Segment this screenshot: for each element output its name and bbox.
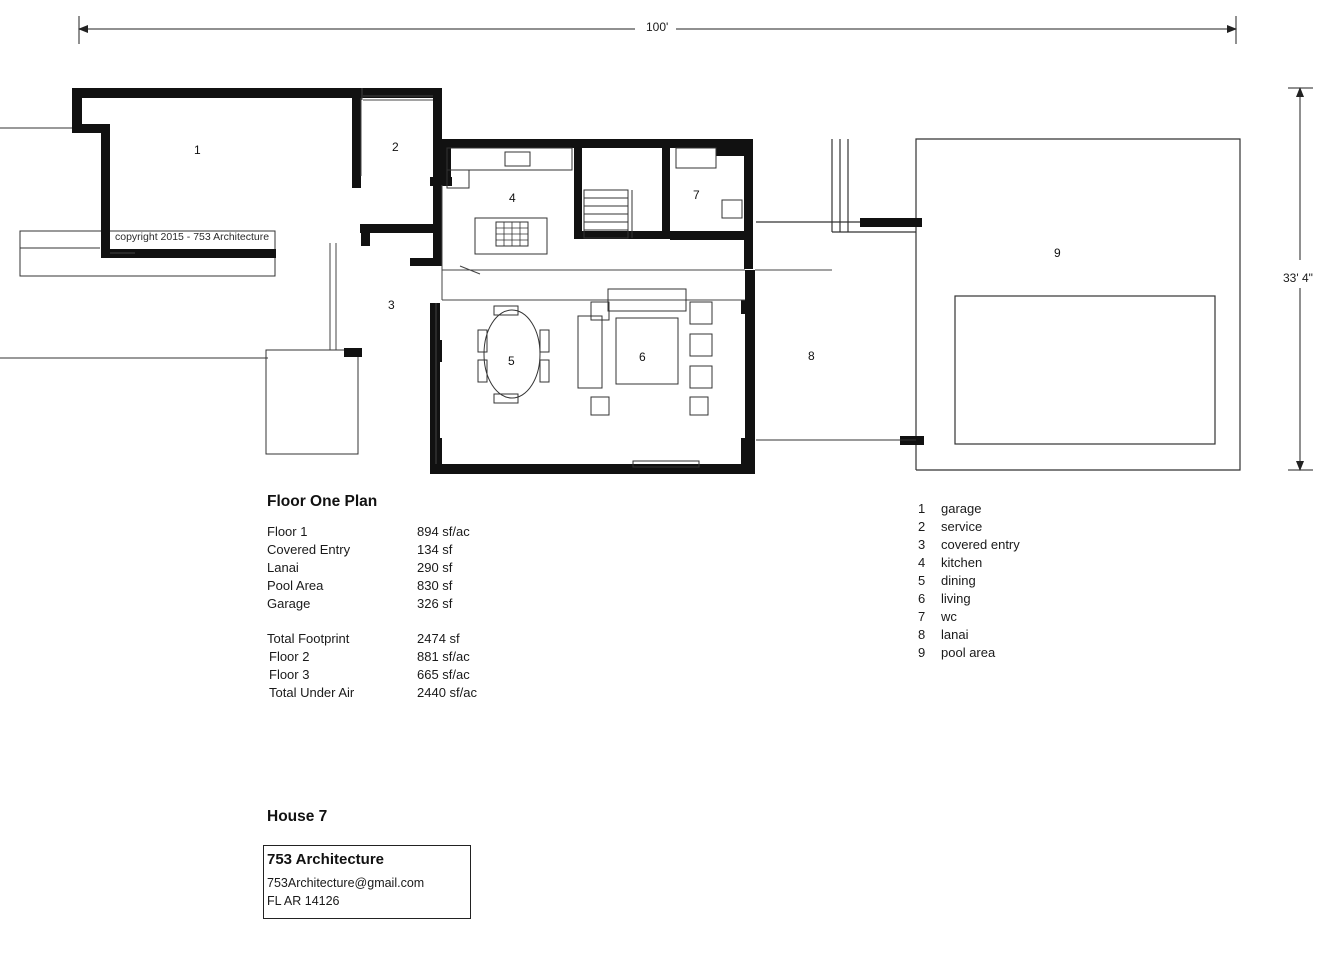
area-row xyxy=(267,578,477,596)
area-row xyxy=(267,542,477,560)
legend-item xyxy=(918,517,1020,535)
legend-item xyxy=(918,499,1020,517)
overall-height-dimension: 33' 4" xyxy=(1283,271,1313,285)
legend-label: dining xyxy=(941,572,976,588)
area-name: Covered Entry xyxy=(267,542,351,557)
legend-number: 4 xyxy=(918,554,926,570)
legend-item xyxy=(918,535,1020,553)
area-name: Floor 3 xyxy=(269,667,310,682)
area-name: Floor 2 xyxy=(269,649,310,664)
legend-label: pool area xyxy=(941,644,996,660)
legend-number: 9 xyxy=(918,644,926,660)
legend-number: 7 xyxy=(918,608,926,624)
room-number-7: 7 xyxy=(693,188,700,202)
area-spacer xyxy=(267,614,477,631)
firm-license: FL AR 14126 xyxy=(267,894,340,908)
stair xyxy=(584,190,632,238)
site-lines xyxy=(0,128,358,454)
legend-number: 2 xyxy=(918,518,926,534)
dimension-lines xyxy=(79,16,1313,470)
legend-label: wc xyxy=(941,608,957,624)
area-name: Total Under Air xyxy=(269,685,355,700)
legend-item xyxy=(918,607,1020,625)
room-number-9: 9 xyxy=(1054,246,1061,260)
legend-item xyxy=(918,589,1020,607)
firm-name: 753 Architecture xyxy=(267,851,384,868)
legend-number: 6 xyxy=(918,590,926,606)
area-value: 326 sf xyxy=(417,596,453,611)
area-value: 894 sf/ac xyxy=(417,524,470,539)
area-value: 830 sf xyxy=(417,578,453,593)
legend-label: lanai xyxy=(941,626,969,642)
page-title: Floor One Plan xyxy=(267,493,378,510)
room-number-8: 8 xyxy=(808,349,815,363)
legend-item xyxy=(918,571,1020,589)
area-row xyxy=(267,596,477,614)
legend-label: living xyxy=(941,590,971,606)
legend-number: 3 xyxy=(918,536,926,552)
area-value: 290 sf xyxy=(417,560,453,575)
room-number-3: 3 xyxy=(388,298,395,312)
area-row xyxy=(267,524,477,542)
room-number-1: 1 xyxy=(194,143,201,157)
room-number-4: 4 xyxy=(509,191,516,205)
area-value: 2440 sf/ac xyxy=(417,685,477,700)
area-name: Lanai xyxy=(267,560,299,575)
living-furniture xyxy=(578,289,712,467)
area-row xyxy=(267,560,477,578)
room-legend xyxy=(918,499,1020,661)
area-value: 881 sf/ac xyxy=(417,649,470,664)
area-name: Total Footprint xyxy=(267,631,350,646)
area-row xyxy=(267,649,477,667)
legend-number: 5 xyxy=(918,572,926,588)
house-walls xyxy=(72,88,755,474)
area-name: Floor 1 xyxy=(267,524,308,539)
copyright-note: copyright 2015 - 753 Architecture xyxy=(115,231,270,243)
legend-item xyxy=(918,643,1020,661)
room-number-6: 6 xyxy=(639,350,646,364)
area-row xyxy=(267,685,477,703)
area-value: 134 sf xyxy=(417,542,453,557)
legend-item xyxy=(918,553,1020,571)
area-name: Pool Area xyxy=(267,578,324,593)
house-title: House 7 xyxy=(267,808,328,825)
legend-label: garage xyxy=(941,500,982,516)
room-number-5: 5 xyxy=(508,354,515,368)
area-total-row xyxy=(267,631,477,649)
legend-number: 8 xyxy=(918,626,926,642)
kitchen-island xyxy=(475,218,547,254)
area-name: Garage xyxy=(267,596,311,611)
legend-item xyxy=(918,625,1020,643)
legend-label: kitchen xyxy=(941,554,983,570)
area-value: 665 sf/ac xyxy=(417,667,470,682)
area-value: 2474 sf xyxy=(417,631,460,646)
legend-label: covered entry xyxy=(941,536,1020,552)
firm-email: 753Architecture@gmail.com xyxy=(267,876,425,890)
legend-label: service xyxy=(941,518,983,534)
overall-width-dimension: 100' xyxy=(646,20,669,34)
pool-wall-segments xyxy=(860,218,924,445)
pool-area xyxy=(756,139,1240,470)
legend-number: 1 xyxy=(918,500,926,516)
area-schedule xyxy=(267,524,477,703)
area-row xyxy=(267,667,477,685)
room-number-2: 2 xyxy=(392,140,399,154)
kitchen-fixtures xyxy=(447,148,742,218)
